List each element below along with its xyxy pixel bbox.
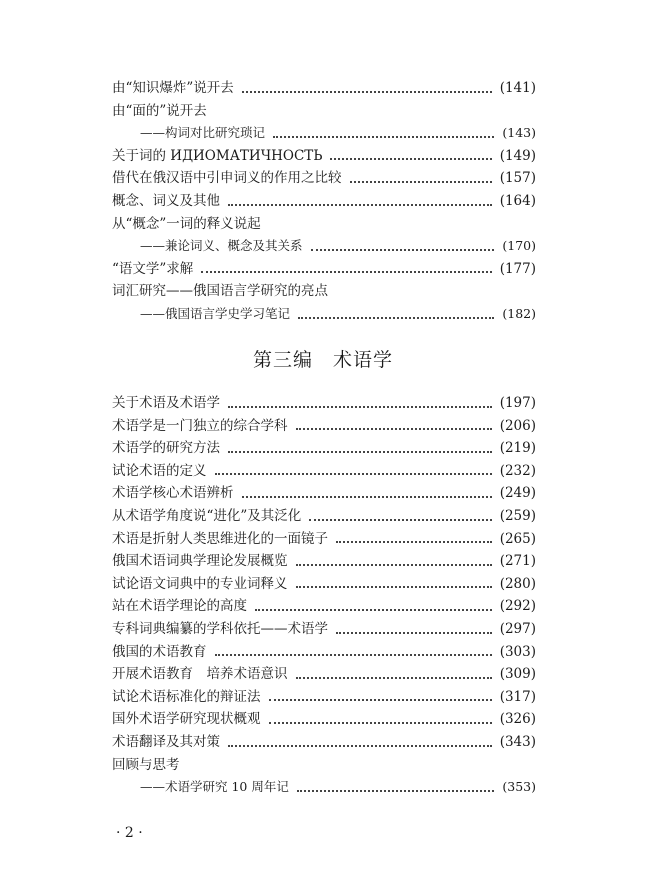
toc-entry-page: (343) [499,734,536,750]
toc-entry [112,595,536,617]
toc-entry-page: (353) [502,779,536,795]
toc-entry [112,145,536,167]
toc-entry-title: 站在术语学理论的高度 [112,598,247,615]
toc-entry-title: 术语学是一门独立的综合学科 [112,417,288,434]
toc-entry-page: (259) [499,508,536,524]
toc-entry [112,392,536,414]
toc-entry [112,618,536,640]
dot-leader [296,585,492,588]
dot-leader [336,540,492,543]
toc-entry-page: (197) [499,395,536,411]
dot-leader [336,631,492,634]
toc-entry [112,482,536,504]
toc-entry-page: (143) [502,125,536,141]
toc-entry-title: 术语学的研究方法 [112,440,220,457]
toc-entry-page: (265) [499,530,536,547]
toc-entry-page: (177) [499,260,536,277]
dot-leader [215,653,492,656]
toc-entry-title: ——构词对比研究琐记 [140,125,266,141]
toc-entry [112,190,536,212]
toc-subtitle-entry [140,303,536,325]
toc-entry-title: 术语是折射人类思维进化的一面镜子 [112,530,328,547]
toc-entry [112,437,536,459]
toc-entry [112,686,536,708]
dot-leader [273,135,494,138]
toc-entry [112,460,536,482]
toc-entry [112,550,536,572]
toc-entry-title: 关于术语及术语学 [112,395,220,411]
toc-entry-title: 概念、词义及其他 [112,193,220,209]
toc-entry [112,528,536,550]
toc-entry-title: 专科词典编纂的学科依托——术语学 [112,621,328,637]
toc-entry-title: 试论语文词典中的专业词释义 [112,575,288,592]
toc-entry-title: ——术语学研究 10 周年记 [140,779,289,795]
toc-entry-page: (141) [499,80,536,96]
toc-entry-page: (164) [499,193,536,209]
toc-entry-page: (309) [499,666,536,683]
dot-leader [228,744,492,747]
dot-leader [330,157,491,160]
toc-entry-title: 借代在俄汉语中引申词义的作用之比较 [112,170,342,187]
toc-entry-page: (271) [499,553,536,570]
toc-entry-title: 由“知识爆炸”说开去 [112,80,234,96]
toc-entry-title: 从术语学角度说“进化”及其泛化 [112,508,302,524]
toc-entry-page: (297) [499,621,536,637]
toc-entry [112,280,536,302]
toc-entry [112,731,536,753]
toc-entry-title: 开展术语教育 培养术语意识 [112,666,288,683]
dot-leader [350,180,492,183]
toc-entry-page: (206) [499,417,536,434]
toc-entry [112,663,536,685]
dot-leader [298,316,494,319]
page-number: · 2 · [116,825,143,841]
toc-entry-title: “语文学”求解 [112,260,194,277]
toc-entry-page: (317) [499,688,536,705]
dot-leader [311,248,495,251]
toc-entry-title: 俄国术语词典学理论发展概览 [112,553,288,570]
toc-entry-title: 词汇研究——俄国语言学研究的亮点 [112,283,328,300]
toc-entry [112,77,536,99]
toc-entry-page: (249) [499,485,536,502]
toc-entry [112,573,536,595]
dot-leader [296,427,492,430]
toc-entry-title: 术语学核心术语辨析 [112,485,234,502]
toc-entry-title: 试论术语的定义 [112,462,207,479]
dot-leader [242,495,492,498]
toc-entry-title: 试论术语标准化的辩证法 [112,688,261,705]
toc-entry [112,258,536,280]
toc-entry [112,415,536,437]
toc-entry [112,505,536,527]
toc-entry-page: (170) [502,238,536,254]
toc-entry-title: ——兼论词义、概念及其关系 [140,238,303,254]
toc-entry-title: 俄国的术语教育 [112,643,207,660]
toc-entry-title: 由“面的”说开去 [112,102,207,119]
toc-entry-title: 回顾与思考 [112,756,180,773]
dot-leader [242,90,492,93]
dot-leader [269,721,492,724]
dot-leader [215,472,492,475]
toc-entry-page: (219) [499,440,536,457]
dot-leader [255,608,492,611]
toc-entry [112,213,536,235]
toc-entry-title: 从“概念”一词的释义说起 [112,215,261,232]
toc-entry-title: 关于词的 ИДИОМАТИЧНОСТЬ [112,147,323,164]
dot-leader [228,203,492,206]
toc-entry-page: (157) [499,170,536,187]
toc-entry [112,754,536,776]
section-heading: 第三编 术语学 [252,349,393,371]
toc-entry [112,641,536,663]
toc-entry-page: (326) [499,711,536,728]
toc-entry-page: (280) [499,575,536,592]
toc-entry-page: (292) [499,598,536,615]
toc-subtitle-entry [140,776,536,798]
toc-entry [112,708,536,730]
toc-entry-page: (182) [502,306,536,321]
toc-subtitle-entry [140,122,536,144]
toc-entry [112,167,536,189]
toc-entry-page: (149) [499,147,536,164]
dot-leader [297,789,495,792]
toc-entry-title: 术语翻译及其对策 [112,734,220,750]
toc-entry-title: 国外术语学研究现状概观 [112,711,261,728]
dot-leader [296,563,492,566]
dot-leader [296,676,492,679]
toc-entry-page: (303) [499,643,536,660]
toc-entry [112,100,536,122]
dot-leader [201,270,491,273]
toc-subtitle-entry [140,235,536,257]
toc-entry-page: (232) [499,462,536,479]
toc-entry-title: ——俄国语言学史学习笔记 [140,306,291,321]
dot-leader [309,518,491,521]
dot-leader [269,698,492,701]
dot-leader [228,405,492,408]
dot-leader [228,450,492,453]
